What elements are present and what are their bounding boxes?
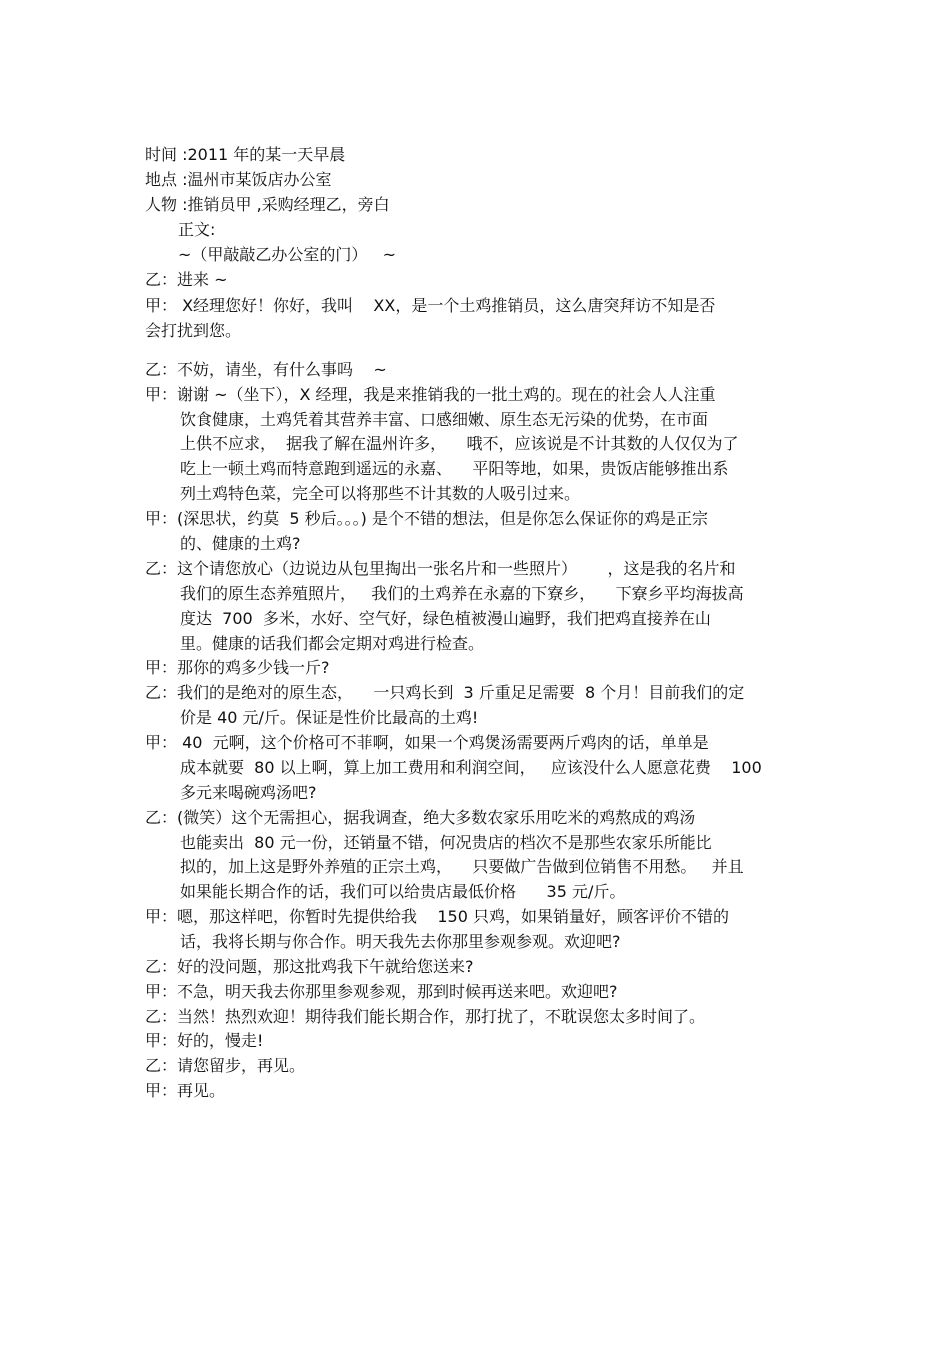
dialogue-line: 会打扰到您。 bbox=[145, 321, 242, 340]
section-label: 正文: bbox=[178, 220, 216, 239]
header-characters: 人物 :推销员甲 ,采购经理乙，旁白 bbox=[145, 195, 390, 214]
dialogue-line: 乙：我们的是绝对的原生态， 一只鸡长到 3 斤重足足需要 8 个月！目前我们的定 bbox=[145, 683, 745, 702]
dialogue-line: 甲：那你的鸡多少钱一斤? bbox=[145, 658, 330, 677]
dialogue-line: 也能卖出 80 元一份，还销量不错，何况贵店的档次不是那些农家乐所能比 bbox=[180, 833, 712, 852]
stage-direction: ~（甲敲敲乙办公室的门） ~ bbox=[178, 245, 397, 264]
dialogue-line: 里。健康的话我们都会定期对鸡进行检查。 bbox=[180, 634, 485, 653]
dialogue-line: 的、健康的土鸡? bbox=[180, 534, 301, 553]
dialogue-line: 成本就要 80 以上啊，算上加工费用和利润空间， 应该没什么人愿意花费 100 bbox=[180, 758, 762, 777]
dialogue-line: 拟的，加上这是野外养殖的正宗土鸡， 只要做广告做到位销售不用愁。 并且 bbox=[180, 857, 744, 876]
dialogue-line: 甲：(深思状，约莫 5 秒后。。。) 是个不错的想法，但是你怎么保证你的鸡是正宗 bbox=[145, 509, 709, 528]
header-time: 时间 :2011 年的某一天早晨 bbox=[145, 145, 346, 164]
dialogue-line: 吃上一顿土鸡而特意跑到遥远的永嘉、 平阳等地，如果，贵饭店能够推出系 bbox=[180, 459, 729, 478]
dialogue-line: 价是 40 元/斤。保证是性价比最高的土鸡! bbox=[180, 708, 479, 727]
dialogue-line: 甲： 40 元啊，这个价格可不菲啊，如果一个鸡煲汤需要两斤鸡肉的话，单单是 bbox=[145, 733, 709, 752]
dialogue-line: 乙：当然！热烈欢迎！期待我们能长期合作，那打扰了，不耽误您太多时间了。 bbox=[145, 1007, 706, 1026]
header-place: 地点 :温州市某饭店办公室 bbox=[145, 170, 332, 189]
dialogue-line: 饮食健康，土鸡凭着其营养丰富、口感细嫩、原生态无污染的优势，在市面 bbox=[180, 410, 709, 429]
dialogue-line: 乙：好的没问题，那这批鸡我下午就给您送来? bbox=[145, 957, 474, 976]
dialogue-line: 甲：不急，明天我去你那里参观参观，那到时候再送来吧。欢迎吧? bbox=[145, 982, 618, 1001]
dialogue-line: 列土鸡特色菜，完全可以将那些不计其数的人吸引过来。 bbox=[180, 484, 581, 503]
dialogue-line: 乙：不妨，请坐，有什么事吗 ~ bbox=[145, 360, 387, 379]
dialogue-line: 甲：嗯，那这样吧，你暂时先提供给我 150 只鸡，如果销量好，顾客评价不错的 bbox=[145, 907, 729, 926]
dialogue-line: 甲： X经理您好！你好，我叫 XX，是一个土鸡推销员，这么唐突拜访不知是否 bbox=[145, 296, 716, 315]
dialogue-line: 乙：请您留步，再见。 bbox=[145, 1056, 306, 1075]
dialogue-line: 多元来喝碗鸡汤吧? bbox=[180, 783, 317, 802]
dialogue-line: 度达 700 多米，水好、空气好，绿色植被漫山遍野，我们把鸡直接养在山 bbox=[180, 609, 711, 628]
dialogue-line: 乙：(微笑）这个无需担心，据我调查，绝大多数农家乐用吃米的鸡熬成的鸡汤 bbox=[145, 808, 696, 827]
dialogue-line: 甲：谢谢 ~（坐下），X 经理，我是来推销我的一批土鸡的。现在的社会人人注重 bbox=[145, 385, 716, 404]
dialogue-line: 乙：这个请您放心（边说边从包里掏出一张名片和一些照片） ，这是我的名片和 bbox=[145, 559, 736, 578]
dialogue-line: 甲：好的，慢走! bbox=[145, 1031, 264, 1050]
dialogue-line: 话，我将长期与你合作。明天我先去你那里参观参观。欢迎吧? bbox=[180, 932, 621, 951]
dialogue-line: 甲：再见。 bbox=[145, 1081, 226, 1100]
dialogue-line: 乙：进来 ~ bbox=[145, 270, 228, 289]
dialogue-line: 如果能长期合作的话，我们可以给贵店最低价格 35 元/斤。 bbox=[180, 882, 626, 901]
dialogue-line: 我们的原生态养殖照片， 我们的土鸡养在永嘉的下寮乡， 下寮乡平均海拔高 bbox=[180, 584, 744, 603]
dialogue-line: 上供不应求， 据我了解在温州许多， 哦不，应该说是不计其数的人仅仅为了 bbox=[180, 434, 739, 453]
